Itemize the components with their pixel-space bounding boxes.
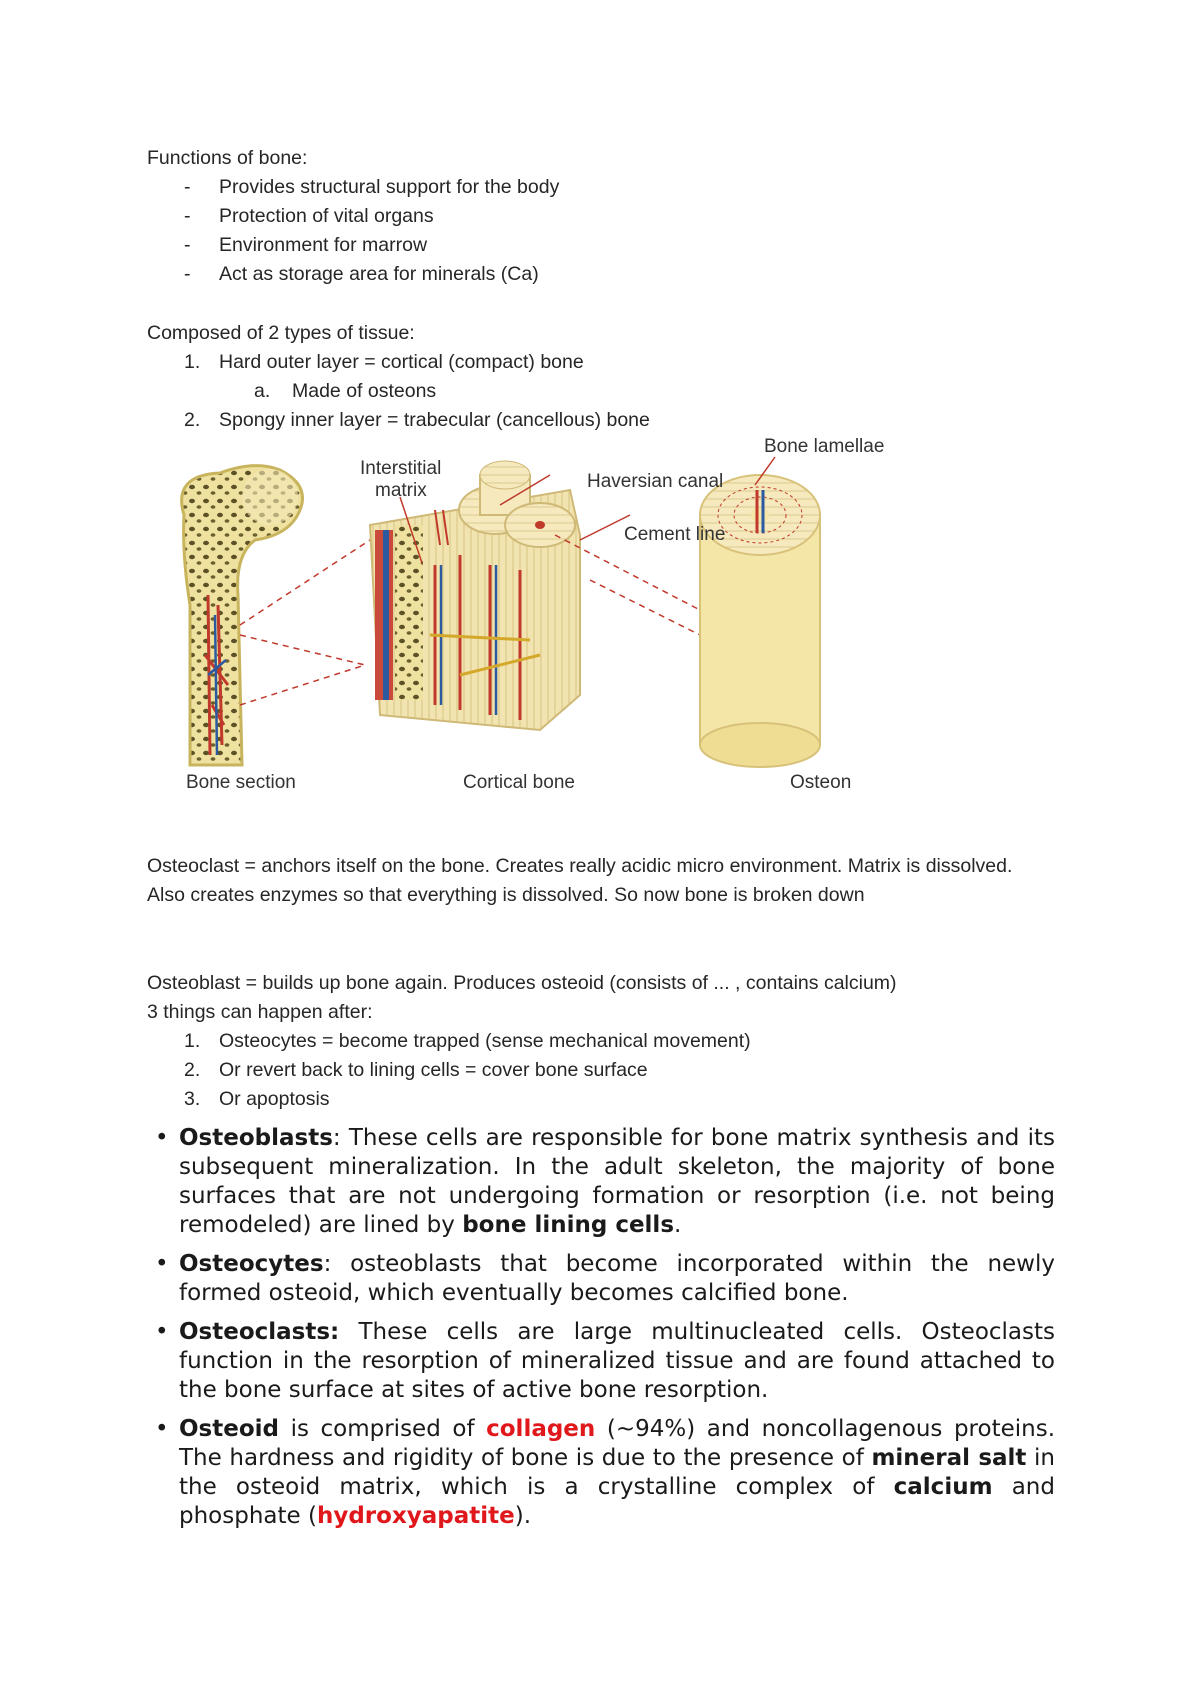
label-bone-lamellae: Bone lamellae <box>764 435 885 457</box>
slide-text: (~94%) and noncollagenous proteins. The hardness and rigidity of bone is due to the presence of <box>179 1416 1056 1471</box>
list-number: 1. <box>184 1030 201 1052</box>
composition-subitem: Made of osteons <box>292 380 437 402</box>
bullet: • <box>155 1125 169 1151</box>
term-collagen: collagen <box>486 1416 596 1442</box>
osteon-illustration <box>700 475 820 767</box>
slide-text: . <box>674 1212 682 1238</box>
outcome-item: Osteocytes = become trapped (sense mechanical movement) <box>219 1030 751 1052</box>
list-number: 3. <box>184 1088 201 1110</box>
osteoblast-note-line2: 3 things can happen after: <box>147 1001 373 1023</box>
slide-item-osteoid <box>155 1415 1055 1531</box>
label-interstitial: Interstitial <box>360 457 442 479</box>
list-dash: - <box>184 176 191 198</box>
slide-text: These cells are large multinucleated cells. Osteoclasts function in the resorption of mineralized tissue and are found attached to the bone surface at sites of active bone resorption. <box>179 1319 1055 1403</box>
functions-heading: Functions of bone: <box>147 147 308 169</box>
slide-text: in the osteoid matrix, which is a crystalline complex of <box>179 1445 1056 1500</box>
term-osteoblasts: Osteoblasts <box>179 1125 333 1151</box>
term-osteocytes: Osteocytes <box>179 1251 324 1277</box>
caption-cortical-bone: Cortical bone <box>463 771 575 793</box>
composition-item-1: Hard outer layer = cortical (compact) bone <box>219 351 584 373</box>
term-mineral-salt: mineral salt <box>871 1445 1027 1471</box>
label-haversian-canal: Haversian canal <box>587 470 724 492</box>
list-number: 2. <box>184 1059 201 1081</box>
list-number: 1. <box>184 351 201 373</box>
list-dash: - <box>184 263 191 285</box>
bullet: • <box>155 1319 169 1345</box>
list-item: Environment for marrow <box>219 234 428 256</box>
slide-excerpt <box>155 1124 1055 1541</box>
composition-heading: Composed of 2 types of tissue: <box>147 322 415 344</box>
bone-anatomy-figure <box>160 435 920 810</box>
bullet: • <box>155 1416 169 1442</box>
slide-item-osteoclasts <box>155 1318 1055 1405</box>
term-osteoclasts: Osteoclasts: <box>179 1319 340 1345</box>
outcome-item: Or revert back to lining cells = cover bone surface <box>219 1059 648 1081</box>
bone-section-illustration <box>182 466 303 765</box>
term-bone-lining-cells: bone lining cells <box>462 1212 675 1238</box>
label-cement-line: Cement line <box>624 523 726 545</box>
osteoblast-note-line1: Osteoblast = builds up bone again. Produces osteoid (consists of ... , contains calcium) <box>147 972 897 994</box>
outcome-item: Or apoptosis <box>219 1088 330 1110</box>
slide-text: is comprised of <box>279 1416 487 1442</box>
caption-bone-section: Bone section <box>186 771 296 793</box>
caption-osteon: Osteon <box>790 771 852 793</box>
slide-item-osteocytes <box>155 1250 1055 1308</box>
term-osteoid: Osteoid <box>179 1416 279 1442</box>
term-hydroxyapatite: hydroxyapatite <box>316 1503 515 1529</box>
slide-text: and phosphate ( <box>179 1474 1055 1529</box>
list-dash: - <box>184 234 191 256</box>
list-item: Provides structural support for the body <box>219 176 560 198</box>
slide-text: : These cells are responsible for bone matrix synthesis and its subsequent mineralization. In the adult skeleton, the majority of bone surfaces that are not undergoing formation or resorption (i.e. not being remodeled) are lined by <box>179 1125 1055 1238</box>
label-matrix: matrix <box>375 479 427 501</box>
bullet: • <box>155 1251 169 1277</box>
osteoclast-note: Osteoclast = anchors itself on the bone. Creates really acidic micro environment. Matrix is dissolved. Also creates enzymes so that everything is dissolved. So now bone is broken down <box>147 855 1013 906</box>
list-item: Act as storage area for minerals (Ca) <box>219 263 539 285</box>
slide-item-osteoblasts <box>155 1124 1055 1240</box>
composition-item-2: Spongy inner layer = trabecular (cancellous) bone <box>219 409 650 431</box>
list-letter: a. <box>254 380 271 402</box>
list-item: Protection of vital organs <box>219 205 434 227</box>
slide-text: : osteoblasts that become incorporated within the newly formed osteoid, which eventually becomes calcified bone. <box>179 1251 1055 1306</box>
list-number: 2. <box>184 409 201 431</box>
slide-text: ). <box>514 1503 532 1529</box>
list-dash: - <box>184 205 191 227</box>
term-calcium: calcium <box>893 1474 993 1500</box>
